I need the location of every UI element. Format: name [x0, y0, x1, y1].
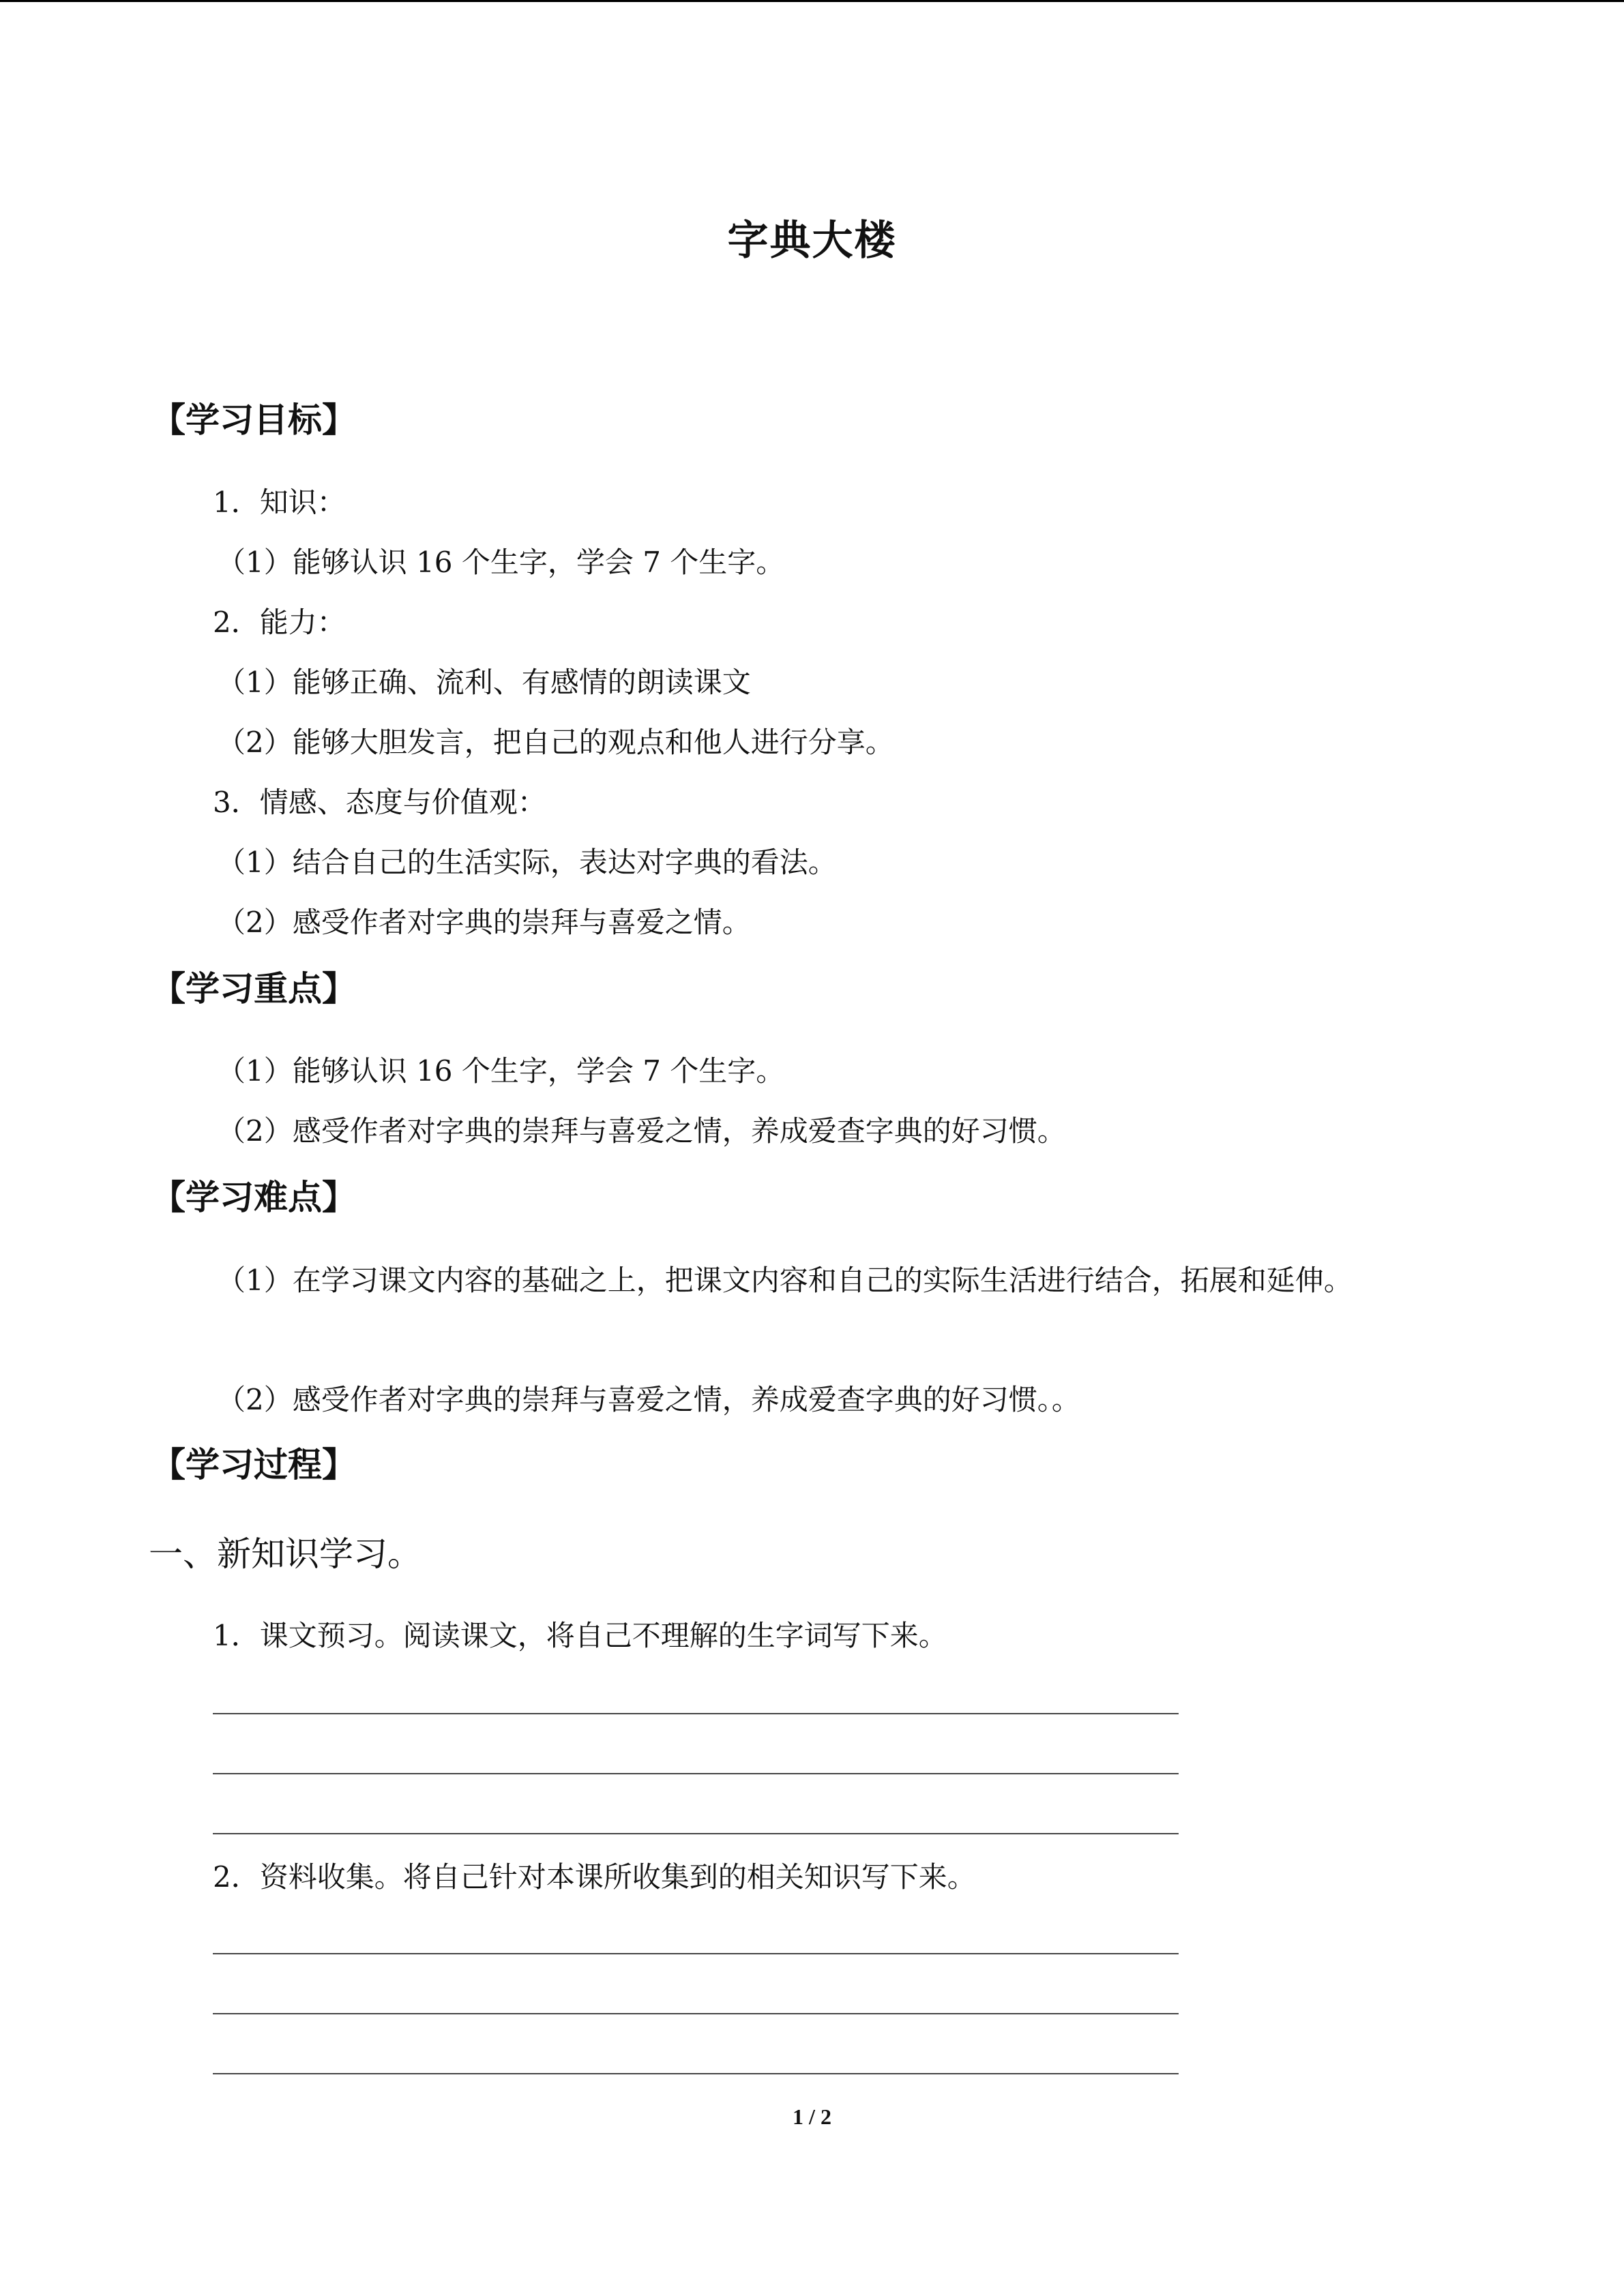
answer-line: [213, 1713, 1179, 1714]
answer-line: [213, 2073, 1179, 2074]
document-title: 字典大楼: [727, 217, 897, 265]
part-new-knowledge: 一、新知识学习。: [149, 1534, 422, 1574]
answer-line: [213, 1833, 1179, 1834]
answer-line: [213, 1773, 1179, 1774]
difficulty-line: （2）感受作者对字典的崇拜与喜爱之情，养成爱查字典的好习惯。。: [217, 1383, 1080, 1416]
answer-line: [213, 2013, 1179, 2014]
goal-line: 2．能力：: [213, 606, 346, 639]
goal-line: 1．知识：: [213, 486, 346, 519]
page-number: 1 / 2: [793, 2104, 831, 2129]
process-item: 2．资料收集。将自己针对本课所收集到的相关知识写下来。: [213, 1860, 976, 1894]
heading-learning-goals: 【学习目标】: [151, 400, 356, 440]
goal-line: （2）能够大胆发言，把自己的观点和他人进行分享。: [217, 726, 894, 759]
heading-key-points: 【学习重点】: [151, 969, 356, 1009]
goal-line: 3．情感、态度与价值观：: [213, 786, 546, 819]
answer-line: [213, 1953, 1179, 1954]
goal-line: （2）感受作者对字典的崇拜与喜爱之情。: [217, 906, 751, 939]
heading-difficulties: 【学习难点】: [151, 1178, 356, 1217]
difficulty-paragraph: （1）在学习课文内容的基础之上，把课文内容和自己的实际生活进行结合，拓展和延伸。: [217, 1264, 1353, 1297]
heading-learning-process: 【学习过程】: [151, 1445, 356, 1485]
process-item: 1．课文预习。阅读课文，将自己不理解的生字词写下来。: [213, 1619, 947, 1652]
goal-line: （1）结合自己的生活实际，表达对字典的看法。: [217, 846, 837, 879]
goal-line: （1）能够正确、流利、有感情的朗读课文: [217, 666, 751, 699]
goal-line: （1）能够认识 16 个生字，学会 7 个生字。: [217, 546, 785, 579]
key-point-line: （1）能够认识 16 个生字，学会 7 个生字。: [217, 1054, 785, 1088]
key-point-line: （2）感受作者对字典的崇拜与喜爱之情，养成爱查字典的好习惯。: [217, 1114, 1066, 1148]
page-top-border: [0, 0, 1624, 2]
